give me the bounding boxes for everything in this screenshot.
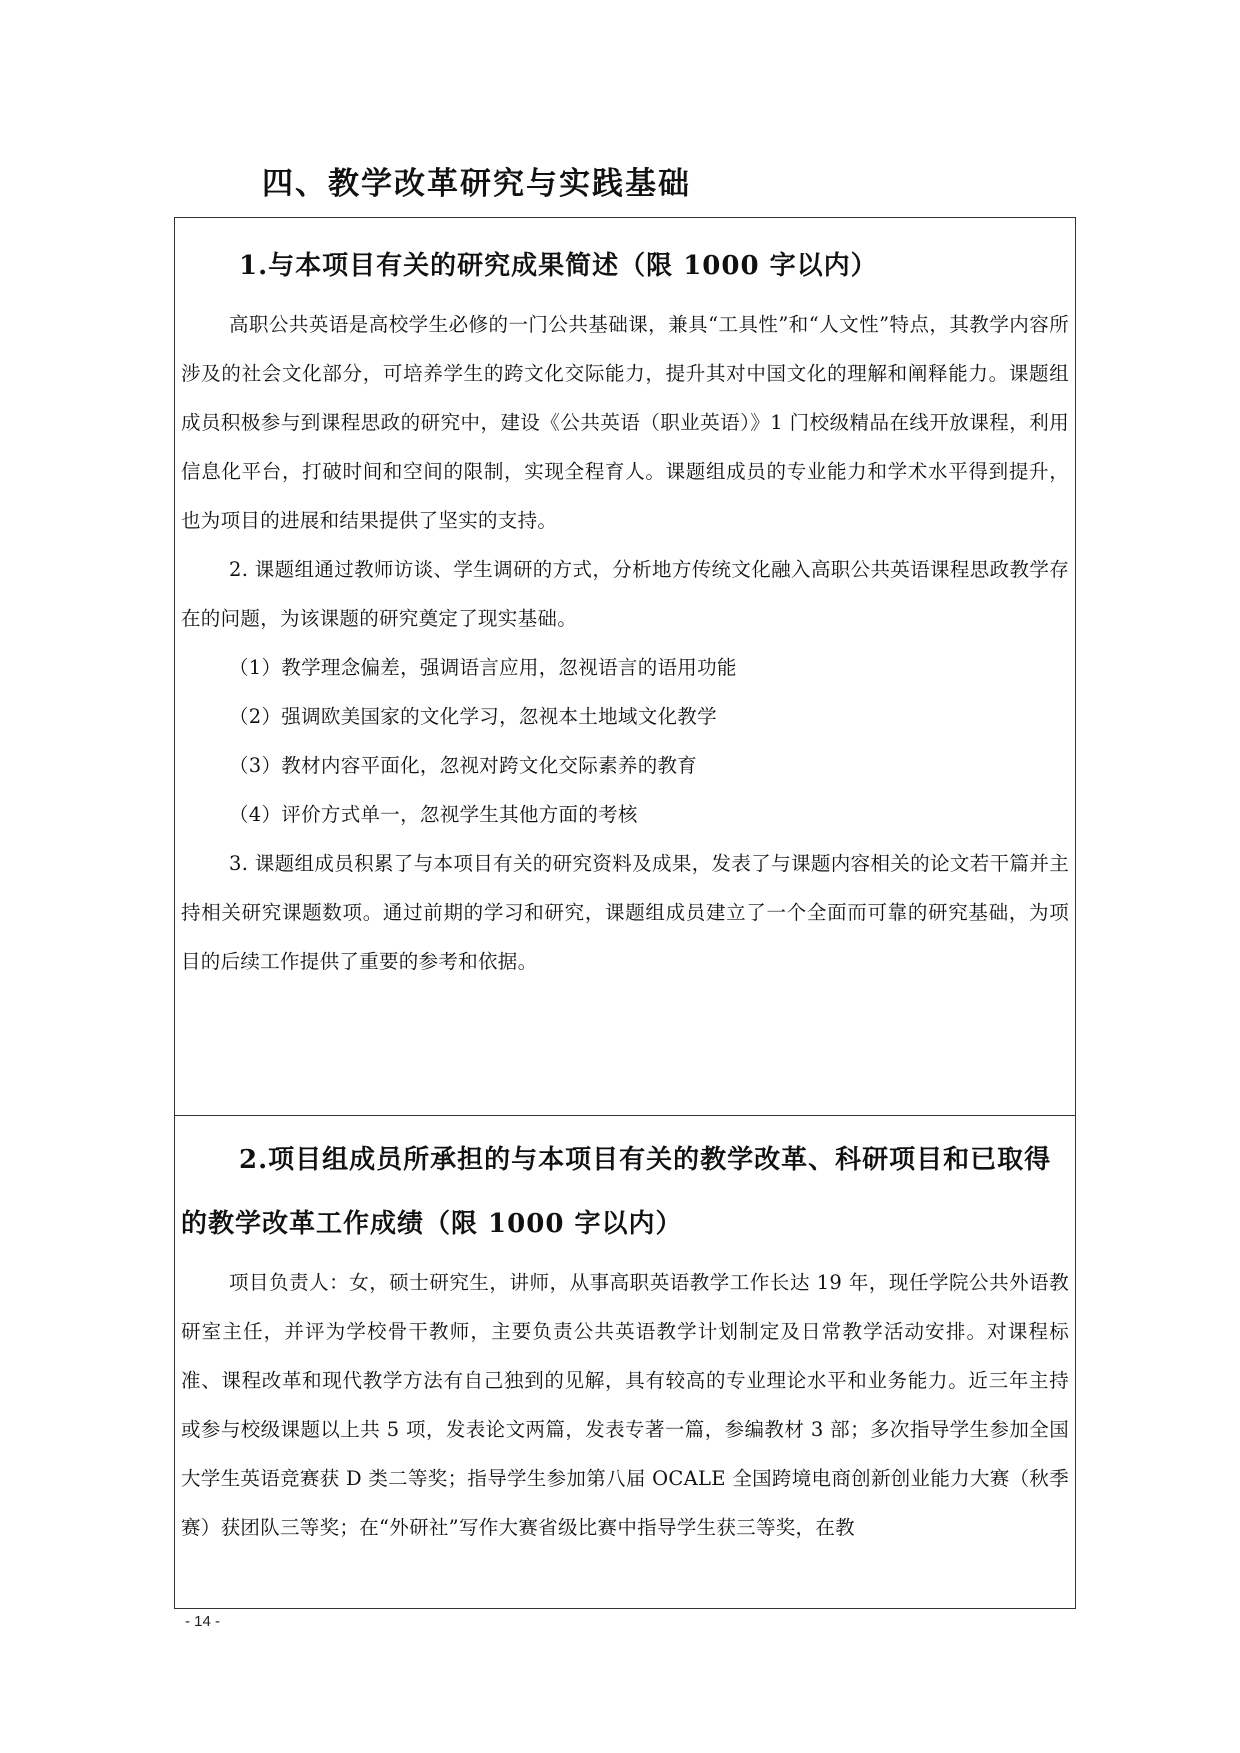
page-number: - 14 - <box>185 1613 221 1630</box>
team-achievements-heading: 2.项目组成员所承担的与本项目有关的教学改革、科研项目和已取得的教学改革工作成绩（限 1000 字以内） <box>181 1145 1052 1239</box>
paragraph: 2. 课题组通过教师访谈、学生调研的方式，分析地方传统文化融入高职公共英语课程思政教学存在的问题，为该课题的研究奠定了现实基础。 <box>181 558 1069 630</box>
team-achievements-cell <box>175 1116 1075 1552</box>
list-item: （1）教学理念偏差，强调语言应用，忽视语言的语用功能 <box>229 656 737 679</box>
research-results-body <box>181 300 1069 986</box>
paragraph: 项目负责人：女，硕士研究生，讲师，从事高职英语教学工作长达 19 年，现任学院公共外语教研室主任，并评为学校骨干教师，主要负责公共英语教学计划制定及日常教学活动安排。对课程标准、课程改革和现代教学方法有自己独到的见解，具有较高的专业理论水平和业务能力。近三年主持或参与校级课题以上共 5 项，发表论文两篇，发表专著一篇，参编教材 3 部；多次指导学生参加全国大学生英语竞赛获 D 类二等奖；指导学生参加第八届 OCALE 全国跨境电商创新创业能力大赛（秋季赛）获团队三等奖；在“外研社”写作大赛省级比赛中指导学生获三等奖，在教 <box>181 1271 1069 1539</box>
content-table <box>174 217 1076 1609</box>
team-achievements-body <box>181 1258 1069 1552</box>
paragraph: 高职公共英语是高校学生必修的一门公共基础课，兼具“工具性”和“人文性”特点，其教学内容所涉及的社会文化部分，可培养学生的跨文化交际能力，提升其对中国文化的理解和阐释能力。课题组成员积极参与到课程思政的研究中，建设《公共英语（职业英语）》1 门校级精品在线开放课程，利用信息化平台，打破时间和空间的限制，实现全程育人。课题组成员的专业能力和学术水平得到提升，也为项目的进展和结果提供了坚实的支持。 <box>181 313 1069 532</box>
list-item: （3）教材内容平面化，忽视对跨文化交际素养的教育 <box>229 754 698 777</box>
research-results-heading: 1.与本项目有关的研究成果简述（限 1000 字以内） <box>239 251 878 281</box>
list-item: （4）评价方式单一，忽视学生其他方面的考核 <box>229 803 638 826</box>
research-results-cell <box>175 218 1075 986</box>
paragraph: 3. 课题组成员积累了与本项目有关的研究资料及成果，发表了与课题内容相关的论文若干篇并主持相关研究课题数项。通过前期的学习和研究，课题组成员建立了一个全面而可靠的研究基础，为项目的后续工作提供了重要的参考和依据。 <box>181 852 1069 973</box>
section-title: 四、教学改革研究与实践基础 <box>262 166 691 202</box>
list-item: （2）强调欧美国家的文化学习，忽视本土地域文化教学 <box>229 705 717 728</box>
